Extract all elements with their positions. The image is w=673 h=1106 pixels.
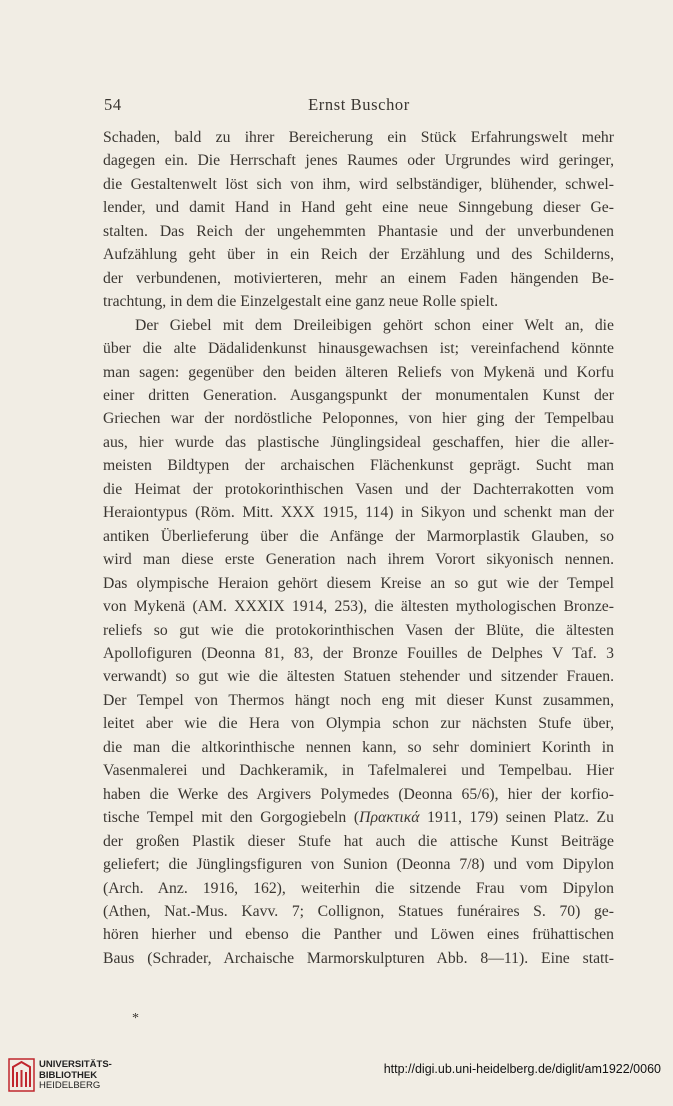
library-name-line: BIBLIOTHEK xyxy=(39,1069,98,1081)
text-line: lender, und damit Hand in Hand geht eine neue Sinngebung dieser Ge- xyxy=(103,199,614,217)
text-line: über die alte Dädalidenkunst hinausgewachsen ist; vereinfachend könnte xyxy=(103,340,614,358)
text-line: Baus (Schrader, Archaische Marmorskulpturen Abb. 8—11). Eine statt- xyxy=(103,949,614,967)
text-line: Das olympische Heraion gehört diesem Kreise an so gut wie der Tempel xyxy=(103,574,614,592)
text-line: (Arch. Anz. 1916, 162), weiterhin die sitzende Frau vom Dipylon xyxy=(103,879,614,897)
text-line: Vasenmalerei und Dachkeramik, in Tafelmalerei und Tempelbau. Hier xyxy=(103,762,614,780)
text-line: die man die altkorinthische nennen kann, so sehr dominiert Korinth in xyxy=(103,738,614,756)
running-head: Ernst Buschor xyxy=(308,95,410,114)
text-line: haben die Werke des Argivers Polymedes (Deonna 65/6), hier der korfio- xyxy=(103,785,614,803)
text-line: hören hierher und ebenso die Panther und Löwen eines frühattischen xyxy=(103,926,614,944)
page-number: 54 xyxy=(104,95,122,114)
text-line: reliefs so gut wie die protokorinthischen Vasen der Blüte, die ältesten xyxy=(103,621,614,639)
text-line: geliefert; die Jünglingsfiguren von Sunion (Deonna 7/8) und vom Dipylon xyxy=(103,856,614,874)
text-segment: 1911, 179) seinen Platz. Zu xyxy=(419,809,614,827)
text-segment: tische Tempel mit den Gorgogiebeln ( xyxy=(103,809,360,827)
library-name xyxy=(39,1060,112,1092)
text-line: die Gestaltenwelt löst sich von ihm, wird selbständiger, blühender, schwel- xyxy=(103,175,614,193)
text-line-with-greek xyxy=(103,806,614,829)
text-line: die Heimat der protokorinthischen Vasen und der Dachterrakotten vom xyxy=(103,480,614,498)
text-line: man sagen: gegenüber den beiden älteren Reliefs von Mykenä und Korfu xyxy=(103,363,614,381)
text-line: leitet aber wie die Hera von Olympia schon zur nächsten Stufe über, xyxy=(103,715,614,733)
text-line: stalten. Das Reich der ungehemmten Phantasie und der unverbundenen xyxy=(103,222,614,240)
text-line: der großen Plastik dieser Stufe hat auch die attische Kunst Beiträge xyxy=(103,832,614,850)
text-line: einer dritten Generation. Ausgangspunkt der monumentalen Kunst der xyxy=(103,386,614,404)
library-name-line: UNIVERSITÄTS- xyxy=(39,1059,112,1070)
footer-bar xyxy=(0,1052,673,1106)
text-line: wird man diese erste Generation nach ihrem Vorort sikyonisch nennen. xyxy=(103,551,614,569)
text-line: von Mykenä (AM. XXXIX 1914, 253), die ältesten mythologischen Bronze- xyxy=(103,598,614,616)
text-line: (Athen, Nat.-Mus. Kavv. 7; Collignon, Statues funéraires S. 70) ge- xyxy=(103,902,614,920)
body-text xyxy=(103,126,614,970)
greek-title: Πρακτικά xyxy=(359,809,420,827)
text-line: aus, hier wurde das plastische Jünglingsideal geschaffen, hier die aller- xyxy=(103,433,614,451)
source-url-link[interactable]: http://digi.ub.uni-heidelberg.de/diglit/am1922/0060 xyxy=(383,1062,661,1076)
text-line: Apollofiguren (Deonna 81, 83, der Bronze Fouilles de Delphes V Taf. 3 xyxy=(103,644,614,662)
text-line: trachtung, in dem die Einzelgestalt eine ganz neue Rolle spielt. xyxy=(103,293,499,311)
asterisk-mark: * xyxy=(132,1011,139,1026)
text-line: Heraiontypus (Röm. Mitt. XXX 1915, 114) in Sikyon und schenkt man der xyxy=(103,504,614,522)
paragraph-start-line: Der Giebel mit dem Dreileibigen gehört schon einer Welt an, die xyxy=(135,316,614,334)
text-line: meisten Bildtypen der archaischen Flächenkunst geprägt. Sucht man xyxy=(103,457,614,475)
text-line: verwandt) so gut wie die ältesten Statuen stehender und sitzender Frauen. xyxy=(103,668,614,686)
text-line: der verbundenen, motivierteren, mehr an einem Faden hängenden Be- xyxy=(103,269,614,287)
text-line: dagegen ein. Die Herrschaft jenes Raumes oder Urgrundes wird geringer, xyxy=(103,152,614,170)
text-line: Griechen war der nordöstliche Peloponnes, von hier ging der Tempelbau xyxy=(103,410,614,428)
text-line: Aufzählung geht über in ein Reich der Erzählung und des Schilderns, xyxy=(103,246,614,264)
university-library-logo-icon xyxy=(8,1058,35,1092)
library-name-line: HEIDELBERG xyxy=(39,1080,101,1091)
text-line: Schaden, bald zu ihrer Bereicherung ein Stück Erfahrungswelt mehr xyxy=(103,129,614,146)
text-line: antiken Überlieferung über die Anfänge der Marmorplastik Glauben, so xyxy=(103,527,614,545)
text-line: Der Tempel von Thermos hängt noch eng mit dieser Kunst zusammen, xyxy=(103,691,614,709)
